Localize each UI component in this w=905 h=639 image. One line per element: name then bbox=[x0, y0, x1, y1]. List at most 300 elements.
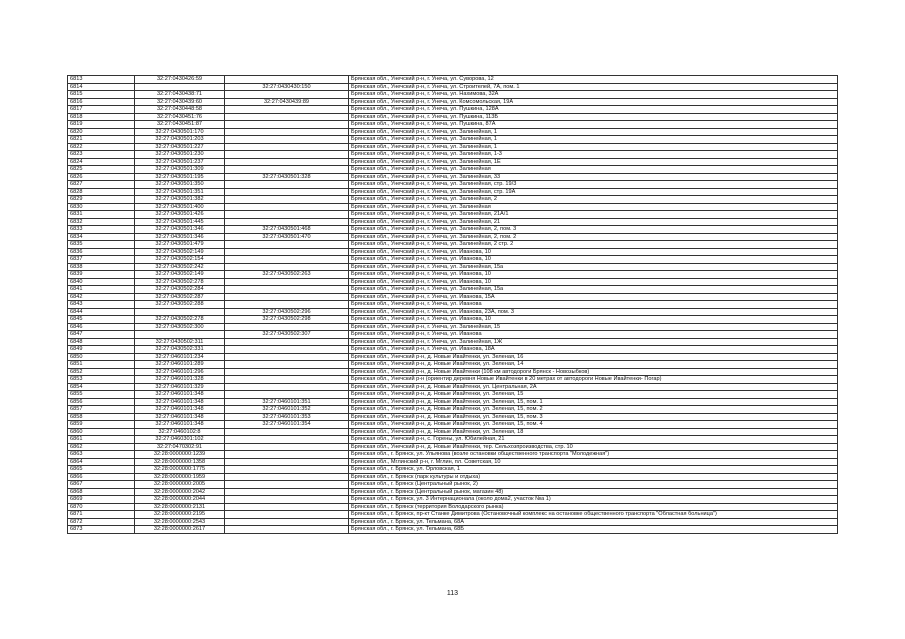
address-cell: Брянская обл., г. Брянск, пр-кт Станке Димитрова (Остановочный комплекс на остановке общественного транспорта "Областная больница") bbox=[349, 511, 838, 519]
cadastral-number-cell: 32:27:0460101:328 bbox=[135, 376, 225, 384]
address-cell: Брянская обл., Унечский р-н, г. Унеча, ул. Залинейная, 15а bbox=[349, 263, 838, 271]
address-cell: Брянская обл., Унечский р-н, г. Унеча, ул. Залинейная, 15 bbox=[349, 323, 838, 331]
registry-table bbox=[67, 75, 838, 534]
address-cell: Брянская обл., Унечский р-н, г. Унеча, ул. Пушкина, 87А bbox=[349, 121, 838, 129]
cadastral-number-cell: 32:27:0460101:234 bbox=[135, 353, 225, 361]
row-number-cell: 6869 bbox=[68, 496, 135, 504]
cadastral-number-cell: 32:27:0430501:203 bbox=[135, 136, 225, 144]
parent-cadastral-number-cell: 32:27:0430501:328 bbox=[225, 173, 349, 181]
parent-cadastral-number-cell: 32:27:0430502:296 bbox=[225, 308, 349, 316]
cadastral-number-cell: 32:27:0430502:278 bbox=[135, 316, 225, 324]
parent-cadastral-number-cell bbox=[225, 203, 349, 211]
row-number-cell: 6839 bbox=[68, 271, 135, 279]
parent-cadastral-number-cell bbox=[225, 458, 349, 466]
row-number-cell: 6861 bbox=[68, 436, 135, 444]
address-cell: Брянская обл., Унечский р-н, г. Унеча, ул. Залинейная bbox=[349, 203, 838, 211]
row-number-cell: 6846 bbox=[68, 323, 135, 331]
cadastral-number-cell: 32:27:0430501:351 bbox=[135, 188, 225, 196]
address-cell: Брянская обл., г. Брянск (парк культуры и отдыха) bbox=[349, 473, 838, 481]
table-row bbox=[68, 106, 838, 114]
parent-cadastral-number-cell bbox=[225, 286, 349, 294]
address-cell: Брянская обл., Унечский р-н, г. Унеча, ул. Залинейная, 1 bbox=[349, 136, 838, 144]
row-number-cell: 6818 bbox=[68, 113, 135, 121]
address-cell: Брянская обл., Унечский р-н, д. Новые Ивайтенки (108 км автодороги Брянск - Новозыбков) bbox=[349, 368, 838, 376]
row-number-cell: 6860 bbox=[68, 428, 135, 436]
row-number-cell: 6835 bbox=[68, 241, 135, 249]
parent-cadastral-number-cell bbox=[225, 323, 349, 331]
address-cell: Брянская обл., Унечский р-н, г. Унеча, ул. Иванова, 10 bbox=[349, 271, 838, 279]
table-row bbox=[68, 518, 838, 526]
row-number-cell: 6849 bbox=[68, 346, 135, 354]
row-number-cell: 6830 bbox=[68, 203, 135, 211]
row-number-cell: 6827 bbox=[68, 181, 135, 189]
table-row bbox=[68, 458, 838, 466]
row-number-cell: 6851 bbox=[68, 361, 135, 369]
table-row bbox=[68, 286, 838, 294]
page-number: 113 bbox=[446, 590, 459, 597]
table-row bbox=[68, 421, 838, 429]
address-cell: Брянская обл., Унечский р-н, г. Унеча, ул. Залинейная, 1 bbox=[349, 128, 838, 136]
parent-cadastral-number-cell: 32:27:0430502:263 bbox=[225, 271, 349, 279]
cadastral-number-cell: 32:27:0460301:102 bbox=[135, 436, 225, 444]
parent-cadastral-number-cell bbox=[225, 166, 349, 174]
cadastral-number-cell: 32:27:0430502:331 bbox=[135, 346, 225, 354]
row-number-cell: 6848 bbox=[68, 338, 135, 346]
cadastral-number-cell: 32:27:0470302:91 bbox=[135, 443, 225, 451]
address-cell: Брянская обл., Унечский р-н, г. Унеча, ул. Залинейная, 2 bbox=[349, 196, 838, 204]
address-cell: Брянская обл., Унечский р-н, с. Горены, ул. Юбилейная, 21 bbox=[349, 436, 838, 444]
address-cell: Брянская обл., Унечский р-н, г. Унеча, ул. Залинейная, 21 bbox=[349, 218, 838, 226]
row-number-cell: 6823 bbox=[68, 151, 135, 159]
address-cell: Брянская обл., Унечский р-н, г. Унеча, ул. Залинейная, стр. 19/3 bbox=[349, 181, 838, 189]
parent-cadastral-number-cell bbox=[225, 361, 349, 369]
parent-cadastral-number-cell bbox=[225, 473, 349, 481]
cadastral-number-cell: 32:27:0460101:348 bbox=[135, 421, 225, 429]
row-number-cell: 6862 bbox=[68, 443, 135, 451]
table-row bbox=[68, 91, 838, 99]
cadastral-number-cell: 32:27:0430501:346 bbox=[135, 226, 225, 234]
row-number-cell: 6853 bbox=[68, 376, 135, 384]
address-cell: Брянская обл., Унечский р-н, г. Унеча, ул. Залинейная, 1Е bbox=[349, 158, 838, 166]
parent-cadastral-number-cell bbox=[225, 91, 349, 99]
address-cell: Брянская обл., Унечский р-н, д. Новые Ивайтенки, тер. Сельхозпроизводства, стр. 10 bbox=[349, 443, 838, 451]
address-cell: Брянская обл., Унечский р-н, г. Унеча, ул. Залинейная, 1 bbox=[349, 143, 838, 151]
cadastral-number-cell: 32:27:0430502:278 bbox=[135, 278, 225, 286]
cadastral-number-cell: 32:28:0000000:1358 bbox=[135, 458, 225, 466]
cadastral-number-cell: 32:27:0460101:348 bbox=[135, 391, 225, 399]
row-number-cell: 6819 bbox=[68, 121, 135, 129]
parent-cadastral-number-cell bbox=[225, 121, 349, 129]
cadastral-number-cell: 32:27:0430448:58 bbox=[135, 106, 225, 114]
address-cell: Брянская обл., Унечский р-н, г. Унеча, ул. Пушкина, 128А bbox=[349, 106, 838, 114]
parent-cadastral-number-cell bbox=[225, 113, 349, 121]
parent-cadastral-number-cell: 32:27:0460101:353 bbox=[225, 413, 349, 421]
address-cell: Брянская обл., Унечский р-н, г. Унеча, ул. Залинейная, 15а bbox=[349, 286, 838, 294]
table-row bbox=[68, 98, 838, 106]
cadastral-number-cell: 32:28:0000000:2195 bbox=[135, 511, 225, 519]
address-cell: Брянская обл., г. Брянск, ул. Тельмана, 68Б bbox=[349, 526, 838, 534]
address-cell: Брянская обл., Унечский р-н (ориентир деревня Новые Ивайтенки в 20 метрах от автодороги Новые Ивайтенки- Погар) bbox=[349, 376, 838, 384]
row-number-cell: 6844 bbox=[68, 308, 135, 316]
table-row bbox=[68, 151, 838, 159]
cadastral-number-cell: 32:27:0430502:287 bbox=[135, 293, 225, 301]
row-number-cell: 6822 bbox=[68, 143, 135, 151]
address-cell: Брянская обл., Унечский р-н, г. Унеча, ул. Иванова, 10 bbox=[349, 278, 838, 286]
cadastral-number-cell: 32:27:0430502:284 bbox=[135, 286, 225, 294]
cadastral-number-cell: 32:27:0430501:445 bbox=[135, 218, 225, 226]
row-number-cell: 6847 bbox=[68, 331, 135, 339]
address-cell: Брянская обл., Унечский р-н, г. Унеча, ул. Иванова bbox=[349, 301, 838, 309]
table-row bbox=[68, 263, 838, 271]
row-number-cell: 6841 bbox=[68, 286, 135, 294]
row-number-cell: 6825 bbox=[68, 166, 135, 174]
row-number-cell: 6864 bbox=[68, 458, 135, 466]
table-row bbox=[68, 233, 838, 241]
cadastral-number-cell bbox=[135, 331, 225, 339]
parent-cadastral-number-cell bbox=[225, 76, 349, 84]
row-number-cell: 6866 bbox=[68, 473, 135, 481]
parent-cadastral-number-cell bbox=[225, 383, 349, 391]
parent-cadastral-number-cell bbox=[225, 263, 349, 271]
address-cell: Брянская обл., Унечский р-н, д. Новые Ивайтенки, ул. Центральная, 2А bbox=[349, 383, 838, 391]
row-number-cell: 6833 bbox=[68, 226, 135, 234]
address-cell: Брянская обл., Унечский р-н, г. Унеча, ул. Иванова, 15А bbox=[349, 293, 838, 301]
table-row bbox=[68, 203, 838, 211]
cadastral-number-cell: 32:27:0460101:329 bbox=[135, 383, 225, 391]
row-number-cell: 6871 bbox=[68, 511, 135, 519]
cadastral-number-cell: 32:27:0460101:348 bbox=[135, 406, 225, 414]
parent-cadastral-number-cell bbox=[225, 151, 349, 159]
table-row bbox=[68, 428, 838, 436]
cadastral-number-cell: 32:27:0430451:76 bbox=[135, 113, 225, 121]
address-cell: Брянская обл., Унечский р-н, г. Унеча, ул. Залинейная, 1-3 bbox=[349, 151, 838, 159]
cadastral-number-cell: 32:28:0000000:1775 bbox=[135, 466, 225, 474]
row-number-cell: 6870 bbox=[68, 503, 135, 511]
cadastral-number-cell: 32:27:0430502:149 bbox=[135, 248, 225, 256]
address-cell: Брянская обл., г. Брянск, ул. Тельмана, 68А bbox=[349, 518, 838, 526]
table-row bbox=[68, 218, 838, 226]
cadastral-number-cell: 32:27:0430438:71 bbox=[135, 91, 225, 99]
parent-cadastral-number-cell: 32:27:0430439:89 bbox=[225, 98, 349, 106]
row-number-cell: 6836 bbox=[68, 248, 135, 256]
parent-cadastral-number-cell bbox=[225, 526, 349, 534]
address-cell: Брянская обл., Унечский р-н, д. Новые Ивайтенки, ул. Зеленая, 15, пом. 3 bbox=[349, 413, 838, 421]
address-cell: Брянская обл., Унечский р-н, д. Новые Ивайтенки, ул. Зеленая, 15, пом. 1 bbox=[349, 398, 838, 406]
table-row bbox=[68, 248, 838, 256]
row-number-cell: 6863 bbox=[68, 451, 135, 459]
row-number-cell: 6829 bbox=[68, 196, 135, 204]
parent-cadastral-number-cell bbox=[225, 338, 349, 346]
address-cell: Брянская обл., г. Брянск, ул. 3 Интернационала (около дома2, участок №а 1) bbox=[349, 496, 838, 504]
parent-cadastral-number-cell bbox=[225, 353, 349, 361]
row-number-cell: 6838 bbox=[68, 263, 135, 271]
table-row bbox=[68, 496, 838, 504]
cadastral-number-cell: 32:27:0430451:87 bbox=[135, 121, 225, 129]
parent-cadastral-number-cell bbox=[225, 376, 349, 384]
parent-cadastral-number-cell bbox=[225, 466, 349, 474]
address-cell: Брянская обл., г. Брянск (Центральный рынок, 2) bbox=[349, 481, 838, 489]
row-number-cell: 6855 bbox=[68, 391, 135, 399]
table-row bbox=[68, 166, 838, 174]
row-number-cell: 6857 bbox=[68, 406, 135, 414]
parent-cadastral-number-cell bbox=[225, 443, 349, 451]
address-cell: Брянская обл., Унечский р-н, г. Унеча, ул. Иванова, 18А bbox=[349, 346, 838, 354]
row-number-cell: 6820 bbox=[68, 128, 135, 136]
cadastral-number-cell: 32:27:0430501:400 bbox=[135, 203, 225, 211]
row-number-cell: 6815 bbox=[68, 91, 135, 99]
parent-cadastral-number-cell: 32:27:0460101:352 bbox=[225, 406, 349, 414]
table-row bbox=[68, 226, 838, 234]
table-row bbox=[68, 316, 838, 324]
parent-cadastral-number-cell bbox=[225, 488, 349, 496]
row-number-cell: 6816 bbox=[68, 98, 135, 106]
address-cell: Брянская обл., Унечский р-н, г. Унеча, ул. Залинейная, 33 bbox=[349, 173, 838, 181]
parent-cadastral-number-cell bbox=[225, 451, 349, 459]
table-row bbox=[68, 278, 838, 286]
cadastral-number-cell: 32:28:0000000:2543 bbox=[135, 518, 225, 526]
table-row bbox=[68, 128, 838, 136]
row-number-cell: 6842 bbox=[68, 293, 135, 301]
parent-cadastral-number-cell: 32:27:0460101:351 bbox=[225, 398, 349, 406]
table-row bbox=[68, 323, 838, 331]
table-row bbox=[68, 83, 838, 91]
address-cell: Брянская обл., Унечский р-н, д. Новые Ивайтенки, ул. Зеленая, 15 bbox=[349, 391, 838, 399]
parent-cadastral-number-cell bbox=[225, 481, 349, 489]
table-row bbox=[68, 473, 838, 481]
cadastral-number-cell: 32:27:0430501:195 bbox=[135, 173, 225, 181]
table-row bbox=[68, 256, 838, 264]
row-number-cell: 6858 bbox=[68, 413, 135, 421]
cadastral-number-cell: 32:27:0460102:8 bbox=[135, 428, 225, 436]
table-row bbox=[68, 308, 838, 316]
table-row bbox=[68, 361, 838, 369]
table-row bbox=[68, 181, 838, 189]
cadastral-number-cell: 32:27:0430502:242 bbox=[135, 263, 225, 271]
row-number-cell: 6859 bbox=[68, 421, 135, 429]
parent-cadastral-number-cell bbox=[225, 503, 349, 511]
row-number-cell: 6813 bbox=[68, 76, 135, 84]
cadastral-number-cell: 32:27:0430502:311 bbox=[135, 338, 225, 346]
cadastral-number-cell bbox=[135, 83, 225, 91]
cadastral-number-cell: 32:27:0430501:227 bbox=[135, 143, 225, 151]
table-row bbox=[68, 376, 838, 384]
cadastral-number-cell: 32:28:0000000:2005 bbox=[135, 481, 225, 489]
cadastral-number-cell: 32:27:0430501:426 bbox=[135, 211, 225, 219]
address-cell: Брянская обл., Унечский р-н, г. Унеча, ул. Суворова, 12 bbox=[349, 76, 838, 84]
cadastral-number-cell: 32:28:0000000:2617 bbox=[135, 526, 225, 534]
registry-table-body bbox=[68, 76, 838, 534]
address-cell: Брянская обл., Унечский р-н, г. Унеча, ул. Залинейная, 21А/1 bbox=[349, 211, 838, 219]
row-number-cell: 6854 bbox=[68, 383, 135, 391]
address-cell: Брянская обл., Унечский р-н, д. Новые Ивайтенки, ул. Зеленая, 15, пом. 2 bbox=[349, 406, 838, 414]
parent-cadastral-number-cell: 32:27:0430502:298 bbox=[225, 316, 349, 324]
table-row bbox=[68, 76, 838, 84]
address-cell: Брянская обл., Унечский р-н, г. Унеча, ул. Залинейная, 1Ж bbox=[349, 338, 838, 346]
table-row bbox=[68, 413, 838, 421]
address-cell: Брянская обл., Унечский р-н, г. Унеча, ул. Иванова, 10 bbox=[349, 248, 838, 256]
cadastral-number-cell: 32:27:0430502:154 bbox=[135, 256, 225, 264]
parent-cadastral-number-cell bbox=[225, 241, 349, 249]
table-row bbox=[68, 466, 838, 474]
row-number-cell: 6821 bbox=[68, 136, 135, 144]
parent-cadastral-number-cell bbox=[225, 128, 349, 136]
table-row bbox=[68, 211, 838, 219]
table-row bbox=[68, 271, 838, 279]
address-cell: Брянская обл., Унечский р-н, г. Унеча, ул. Нахимова, 32А bbox=[349, 91, 838, 99]
table-row bbox=[68, 293, 838, 301]
row-number-cell: 6826 bbox=[68, 173, 135, 181]
address-cell: Брянская обл., г. Брянск, ул. Ульянова (возле остановки общественного транспорта "Молодежная") bbox=[349, 451, 838, 459]
table-row bbox=[68, 121, 838, 129]
cadastral-number-cell: 32:28:0000000:2131 bbox=[135, 503, 225, 511]
parent-cadastral-number-cell bbox=[225, 293, 349, 301]
address-cell: Брянская обл., Унечский р-н, д. Новые Ивайтенки, ул. Зеленая, 15, пом. 4 bbox=[349, 421, 838, 429]
table-row bbox=[68, 443, 838, 451]
table-row bbox=[68, 398, 838, 406]
cadastral-number-cell: 32:27:0430501:237 bbox=[135, 158, 225, 166]
address-cell: Брянская обл., г. Брянск (Центральный рынок, магазин 48) bbox=[349, 488, 838, 496]
table-row bbox=[68, 391, 838, 399]
address-cell: Брянская обл., г. Брянск, ул. Орловская, 1 bbox=[349, 466, 838, 474]
row-number-cell: 6852 bbox=[68, 368, 135, 376]
cadastral-number-cell: 32:27:0430501:230 bbox=[135, 151, 225, 159]
table-row bbox=[68, 383, 838, 391]
table-row bbox=[68, 301, 838, 309]
table-row bbox=[68, 346, 838, 354]
address-cell: Брянская обл., Унечский р-н, д. Новые Ивайтенки, ул. Зеленая, 16 bbox=[349, 353, 838, 361]
address-cell: Брянская обл., Унечский р-н, д. Новые Ивайтенки, ул. Зеленая, 14 bbox=[349, 361, 838, 369]
cadastral-number-cell: 32:28:0000000:1959 bbox=[135, 473, 225, 481]
cadastral-number-cell: 32:27:0430501:350 bbox=[135, 181, 225, 189]
table-row bbox=[68, 113, 838, 121]
address-cell: Брянская обл., Унечский р-н, г. Унеча, ул. Залинейная, 2, пом. 2 bbox=[349, 233, 838, 241]
row-number-cell: 6824 bbox=[68, 158, 135, 166]
row-number-cell: 6814 bbox=[68, 83, 135, 91]
cadastral-number-cell: 32:28:0000000:2042 bbox=[135, 488, 225, 496]
cadastral-number-cell: 32:27:0430502:149 bbox=[135, 271, 225, 279]
cadastral-number-cell: 32:27:0460101:348 bbox=[135, 398, 225, 406]
cadastral-number-cell: 32:27:0460101:289 bbox=[135, 361, 225, 369]
row-number-cell: 6872 bbox=[68, 518, 135, 526]
cadastral-number-cell: 32:27:0460101:348 bbox=[135, 413, 225, 421]
table-row bbox=[68, 368, 838, 376]
table-row bbox=[68, 406, 838, 414]
row-number-cell: 6817 bbox=[68, 106, 135, 114]
row-number-cell: 6840 bbox=[68, 278, 135, 286]
table-row bbox=[68, 196, 838, 204]
parent-cadastral-number-cell bbox=[225, 248, 349, 256]
address-cell: Брянская обл., Унечский р-н, г. Унеча, ул. Иванова, 10 bbox=[349, 316, 838, 324]
address-cell: Брянская обл., Унечский р-н, г. Унеча, ул. Комсомольская, 19А bbox=[349, 98, 838, 106]
row-number-cell: 6867 bbox=[68, 481, 135, 489]
parent-cadastral-number-cell: 32:27:0430502:307 bbox=[225, 331, 349, 339]
row-number-cell: 6868 bbox=[68, 488, 135, 496]
table-row bbox=[68, 436, 838, 444]
parent-cadastral-number-cell bbox=[225, 196, 349, 204]
cadastral-number-cell: 32:27:0430502:288 bbox=[135, 301, 225, 309]
table-row bbox=[68, 511, 838, 519]
cadastral-number-cell: 32:27:0430501:346 bbox=[135, 233, 225, 241]
table-row bbox=[68, 488, 838, 496]
row-number-cell: 6832 bbox=[68, 218, 135, 226]
cadastral-number-cell: 32:27:0430439:60 bbox=[135, 98, 225, 106]
parent-cadastral-number-cell bbox=[225, 391, 349, 399]
parent-cadastral-number-cell bbox=[225, 518, 349, 526]
table-row bbox=[68, 338, 838, 346]
parent-cadastral-number-cell bbox=[225, 158, 349, 166]
address-cell: Брянская обл., Унечский р-н, г. Унеча, ул. Иванова, 10 bbox=[349, 256, 838, 264]
parent-cadastral-number-cell bbox=[225, 346, 349, 354]
parent-cadastral-number-cell bbox=[225, 301, 349, 309]
address-cell: Брянская обл., Унечский р-н, г. Унеча, ул. Залинейная, стр. 19А bbox=[349, 188, 838, 196]
address-cell: Брянская обл., Унечский р-н, д. Новые Ивайтенки, ул. Зеленая, 18 bbox=[349, 428, 838, 436]
address-cell: Брянская обл., Унечский р-н, г. Унеча, ул. Строителей, 7А, пом. 1 bbox=[349, 83, 838, 91]
cadastral-number-cell: 32:28:0000000:1239 bbox=[135, 451, 225, 459]
parent-cadastral-number-cell bbox=[225, 436, 349, 444]
parent-cadastral-number-cell: 32:27:0430430:150 bbox=[225, 83, 349, 91]
cadastral-number-cell: 32:28:0000000:2044 bbox=[135, 496, 225, 504]
row-number-cell: 6873 bbox=[68, 526, 135, 534]
row-number-cell: 6828 bbox=[68, 188, 135, 196]
parent-cadastral-number-cell bbox=[225, 136, 349, 144]
cadastral-number-cell: 32:27:0460101:296 bbox=[135, 368, 225, 376]
row-number-cell: 6831 bbox=[68, 211, 135, 219]
address-cell: Брянская обл., Унечский р-н, г. Унеча, ул. Залинейная bbox=[349, 166, 838, 174]
parent-cadastral-number-cell bbox=[225, 181, 349, 189]
table-row bbox=[68, 143, 838, 151]
cadastral-number-cell: 32:27:0430501:170 bbox=[135, 128, 225, 136]
parent-cadastral-number-cell bbox=[225, 511, 349, 519]
row-number-cell: 6843 bbox=[68, 301, 135, 309]
parent-cadastral-number-cell: 32:27:0430501:470 bbox=[225, 233, 349, 241]
table-row bbox=[68, 503, 838, 511]
table-row bbox=[68, 188, 838, 196]
address-cell: Брянская обл., Мглинский р-н, г. Мглин, пл. Советская, 10 bbox=[349, 458, 838, 466]
parent-cadastral-number-cell bbox=[225, 106, 349, 114]
cadastral-number-cell: 32:27:0430502:300 bbox=[135, 323, 225, 331]
parent-cadastral-number-cell bbox=[225, 188, 349, 196]
row-number-cell: 6856 bbox=[68, 398, 135, 406]
table-row bbox=[68, 158, 838, 166]
parent-cadastral-number-cell bbox=[225, 211, 349, 219]
cadastral-number-cell bbox=[135, 308, 225, 316]
parent-cadastral-number-cell: 32:27:0460101:354 bbox=[225, 421, 349, 429]
table-row bbox=[68, 241, 838, 249]
parent-cadastral-number-cell bbox=[225, 256, 349, 264]
address-cell: Брянская обл., Унечский р-н, г. Унеча, ул. Иванова, 23А, пом. 3 bbox=[349, 308, 838, 316]
row-number-cell: 6865 bbox=[68, 466, 135, 474]
row-number-cell: 6837 bbox=[68, 256, 135, 264]
parent-cadastral-number-cell bbox=[225, 428, 349, 436]
table-row bbox=[68, 173, 838, 181]
parent-cadastral-number-cell bbox=[225, 368, 349, 376]
cadastral-number-cell: 32:27:0430501:479 bbox=[135, 241, 225, 249]
table-row bbox=[68, 331, 838, 339]
table-row bbox=[68, 353, 838, 361]
parent-cadastral-number-cell bbox=[225, 218, 349, 226]
address-cell: Брянская обл., г. Брянск (территория Володарского рынка) bbox=[349, 503, 838, 511]
parent-cadastral-number-cell: 32:27:0430501:468 bbox=[225, 226, 349, 234]
table-row bbox=[68, 136, 838, 144]
row-number-cell: 6850 bbox=[68, 353, 135, 361]
row-number-cell: 6834 bbox=[68, 233, 135, 241]
address-cell: Брянская обл., Унечский р-н, г. Унеча, ул. Иванова bbox=[349, 331, 838, 339]
parent-cadastral-number-cell bbox=[225, 496, 349, 504]
parent-cadastral-number-cell bbox=[225, 278, 349, 286]
address-cell: Брянская обл., Унечский р-н, г. Унеча, ул. Залинейная, 2 стр. 2 bbox=[349, 241, 838, 249]
cadastral-number-cell: 32:27:0430501:309 bbox=[135, 166, 225, 174]
parent-cadastral-number-cell bbox=[225, 143, 349, 151]
